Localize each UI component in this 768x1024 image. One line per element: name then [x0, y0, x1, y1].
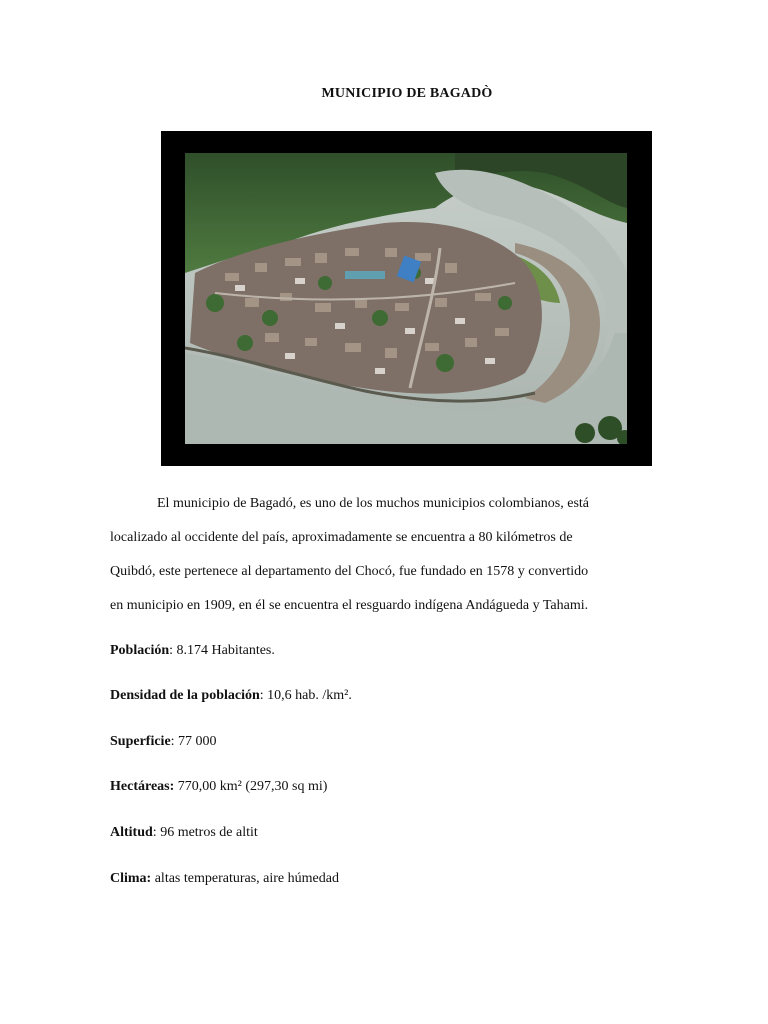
field-value: 8.174 Habitantes.	[176, 643, 275, 658]
field-value: 770,00 km² (297,30 sq mi)	[177, 779, 328, 794]
field-separator: :	[259, 688, 268, 703]
field-label: Población	[110, 643, 170, 658]
field-label: Hectáreas:	[110, 779, 175, 794]
field-label: Altitud	[110, 825, 153, 840]
paragraph-line: El municipio de Bagadó, es uno de los muchos municipios colombianos, está	[157, 496, 589, 511]
intro-paragraph	[110, 487, 655, 623]
field-separator: :	[152, 825, 161, 840]
field-value: 10,6 hab. /km².	[267, 688, 352, 703]
aerial-town-photo	[185, 153, 627, 444]
paragraph-line: Quibdó, este pertenece al departamento del Chocó, fue fundado en 1578 y convertido	[110, 564, 589, 579]
page-title: MUNICIPIO DE BAGADÒ	[321, 86, 493, 101]
field-label: Superficie	[110, 734, 171, 749]
field-value: 77 000	[178, 734, 217, 749]
field-altitud	[110, 823, 258, 843]
field-superficie	[110, 732, 217, 752]
paragraph-line: localizado al occidente del país, aproximadamente se encuentra a 80 kilómetros de	[110, 530, 573, 545]
field-poblacion	[110, 641, 275, 661]
field-separator: :	[170, 734, 179, 749]
field-value: 96 metros de altit	[160, 825, 258, 840]
field-separator: :	[169, 643, 177, 658]
field-label: Clima:	[110, 871, 152, 886]
paragraph-line: en municipio en 1909, en él se encuentra el resguardo indígena Andágueda y Tahami.	[110, 598, 589, 613]
field-clima	[110, 869, 339, 889]
photo-frame	[161, 131, 652, 466]
field-hectareas	[110, 777, 327, 797]
field-densidad	[110, 686, 352, 706]
field-value: altas temperaturas, aire húmedad	[154, 871, 339, 886]
field-label: Densidad de la población	[110, 688, 260, 703]
